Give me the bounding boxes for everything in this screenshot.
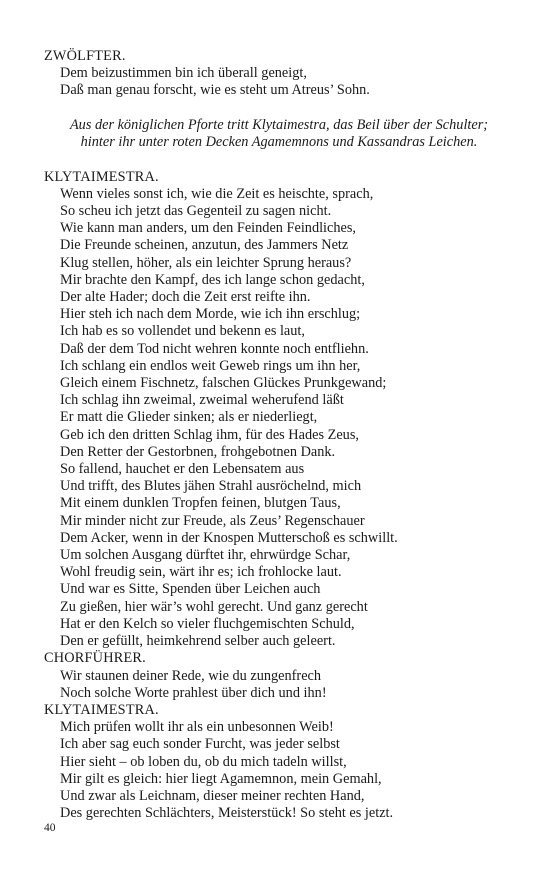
verse-line: Gleich einem Fischnetz, falschen Glückes Prunkgewand; [60, 375, 387, 392]
verse-line: Daß der dem Tod nicht wehren konnte noch entfliehn. [60, 340, 369, 357]
stage-direction: Aus der königlichen Pforte tritt Klytaimestra, das Beil über der Schulter; [69, 116, 489, 133]
verse-line: Ich schlang ein endlos weit Geweb rings um ihn her, [60, 357, 361, 374]
verse-line: Dem beizustimmen bin ich überall geneigt, [60, 65, 307, 82]
verse-line: Ich schlag ihn zweimal, zweimal weherufend läßt [60, 392, 344, 409]
verse-line: Hat er den Kelch so vieler fluchgemischten Schuld, [60, 615, 355, 632]
verse-line: Und trifft, des Blutes jähen Strahl ausröchelnd, mich [60, 478, 362, 495]
verse-line: Wohl freudig sein, wärt ihr es; ich frohlocke laut. [60, 564, 342, 581]
verse-line: Den er gefüllt, heimkehrend selber auch geleert. [60, 633, 336, 650]
verse-line: So fallend, hauchet er den Lebensatem aus [60, 461, 305, 478]
verse-line: Mir minder nicht zur Freude, als Zeus’ Regenschauer [60, 512, 365, 529]
verse-line: Mit einem dunklen Tropfen feinen, blutgen Taus, [60, 495, 341, 512]
paragraph-gap [44, 152, 514, 169]
speaker-name: KLYTAIMESTRA. [44, 701, 159, 718]
verse-line: Mir brachte den Kampf, des ich lange schon gedacht, [60, 271, 365, 288]
verse-line: Und zwar als Leichnam, dieser meiner rechten Hand, [60, 787, 365, 804]
paragraph-gap [44, 100, 514, 117]
speaker-name: CHORFÜHRER. [44, 650, 146, 667]
verse-line: Und war es Sitte, Spenden über Leichen auch [60, 581, 321, 598]
verse-line: Die Freunde scheinen, anzutun, des Jammers Netz [60, 237, 349, 254]
page-text [44, 48, 514, 822]
speaker-name: KLYTAIMESTRA. [44, 168, 159, 185]
verse-line: Noch solche Worte prahlest über dich und ihn! [60, 684, 327, 701]
speaker-name: ZWÖLFTER. [44, 48, 126, 64]
verse-line: Geb ich den dritten Schlag ihm, für des Hades Zeus, [60, 426, 359, 443]
verse-line: Wir staunen deiner Rede, wie du zungenfrech [60, 667, 322, 684]
page-number: 40 [44, 822, 56, 834]
stage-direction: hinter ihr unter roten Decken Agamemnons und Kassandras Leichen. [80, 134, 478, 151]
verse-line: Mich prüfen wollt ihr als ein unbesonnen Weib! [60, 719, 334, 736]
verse-line: Den Retter der Gestorbnen, frohgebotnen Dank. [60, 443, 336, 460]
verse-line: Er matt die Glieder sinken; als er niederliegt, [60, 409, 318, 426]
verse-line: Ich hab es so vollendet und bekenn es laut, [60, 323, 305, 340]
verse-line: Hier sieht – ob loben du, ob du mich tadeln willst, [60, 753, 347, 770]
verse-line: Ich aber sag euch sonder Furcht, was jeder selbst [60, 736, 340, 753]
verse-line: Zu gießen, hier wär’s wohl gerecht. Und ganz gerecht [60, 598, 368, 615]
verse-line: Wenn vieles sonst ich, wie die Zeit es heischte, sprach, [60, 185, 374, 202]
verse-line: Hier steh ich nach dem Morde, wie ich ihn erschlug; [60, 306, 361, 323]
verse-line: Um solchen Ausgang dürftet ihr, ehrwürdge Schar, [60, 547, 351, 564]
verse-line: Wie kann man anders, um den Feinden Feindliches, [60, 220, 357, 237]
verse-line: Mir gilt es gleich: hier liegt Agamemnon, mein Gemahl, [60, 770, 382, 787]
verse-line: Der alte Hader; doch die Zeit erst reifte ihn. [60, 289, 311, 306]
verse-line: Dem Acker, wenn in der Knospen Mutterschoß es schwillt. [60, 529, 398, 546]
verse-line: So scheu ich jetzt das Gegenteil zu sagen nicht. [60, 203, 332, 220]
verse-line: Des gerechten Schlächters, Meisterstück! So steht es jetzt. [60, 805, 394, 822]
verse-line: Klug stellen, höher, als ein leichter Sprung heraus? [60, 254, 352, 271]
verse-line: Daß man genau forscht, wie es steht um Atreus’ Sohn. [60, 82, 370, 99]
